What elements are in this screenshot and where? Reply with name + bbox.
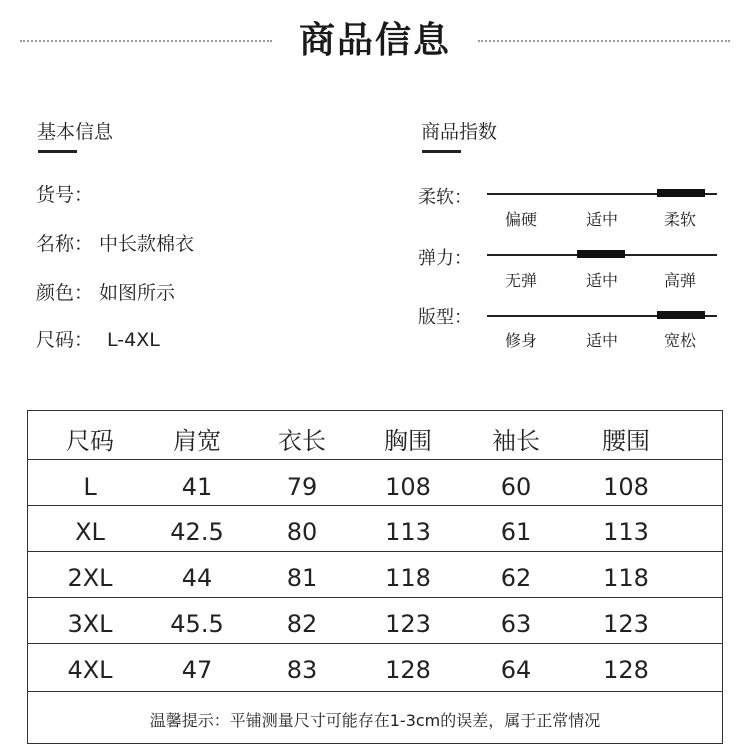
info-label: 尺码： <box>36 329 94 351</box>
table-cell: L <box>83 473 97 501</box>
info-label: 名称： <box>36 233 94 255</box>
table-row <box>28 505 722 552</box>
fit-label: 版型： <box>418 307 472 328</box>
softness-option: 偏硬 <box>504 210 537 229</box>
fit-option: 修身 <box>504 331 537 350</box>
info-row-color <box>36 278 175 305</box>
basic-info-underline <box>38 150 77 153</box>
table-cell: 118 <box>385 564 431 592</box>
elasticity-option: 无弹 <box>504 271 537 290</box>
product-index-underline <box>422 150 461 153</box>
info-value: 中长款棉衣 <box>99 233 195 255</box>
softness-option: 柔软 <box>663 210 696 229</box>
softness-indicator <box>657 189 705 197</box>
table-cell: 83 <box>286 656 318 684</box>
table-cell: 3XL <box>67 610 113 638</box>
elasticity-option: 高弹 <box>663 271 696 290</box>
basic-info-title: 基本信息 <box>37 121 114 143</box>
table-cell: 113 <box>385 518 431 546</box>
table-header-cell: 腰围 <box>602 427 650 455</box>
table-cell: 82 <box>286 610 318 638</box>
elasticity-option: 适中 <box>585 271 618 290</box>
table-cell: 4XL <box>67 656 113 684</box>
table-cell: 118 <box>603 564 649 592</box>
table-header-cell: 袖长 <box>492 427 540 455</box>
info-label: 货号： <box>36 184 94 206</box>
header-divider-right <box>478 40 730 42</box>
table-cell: 45.5 <box>170 610 224 638</box>
table-cell: 113 <box>603 518 649 546</box>
table-cell: 42.5 <box>170 518 224 546</box>
table-cell: 61 <box>500 518 532 546</box>
table-cell: 44 <box>181 564 213 592</box>
fit-indicator <box>657 311 705 319</box>
header-divider-left <box>20 40 272 42</box>
table-cell: 81 <box>286 564 318 592</box>
table-row <box>28 597 722 644</box>
table-cell: 79 <box>286 473 318 501</box>
measurement-tip: 温馨提示：平铺测量尺寸可能存在1-3cm的误差，属于正常情况 <box>149 711 601 730</box>
table-cell: 64 <box>500 656 532 684</box>
product-index-title: 商品指数 <box>421 121 498 143</box>
table-cell: 63 <box>500 610 532 638</box>
table-cell: 80 <box>286 518 318 546</box>
table-row <box>28 643 722 692</box>
table-header-row <box>28 411 722 460</box>
info-row-size <box>36 325 160 352</box>
info-label: 颜色： <box>36 282 94 304</box>
table-cell: 128 <box>385 656 431 684</box>
info-row-item-no <box>36 180 99 207</box>
softness-label: 柔软： <box>418 187 472 208</box>
table-cell: 123 <box>385 610 431 638</box>
fit-option: 宽松 <box>663 331 696 350</box>
table-row <box>28 459 722 506</box>
table-header-cell: 尺码 <box>66 427 114 455</box>
table-cell: 108 <box>385 473 431 501</box>
page-title: 商品信息 <box>298 20 451 61</box>
table-cell: 62 <box>500 564 532 592</box>
info-value: L-4XL <box>107 329 160 351</box>
info-row-name <box>36 229 194 256</box>
table-cell: 47 <box>181 656 213 684</box>
softness-option: 适中 <box>585 210 618 229</box>
fit-option: 适中 <box>585 331 618 350</box>
table-header-cell: 胸围 <box>384 427 432 455</box>
table-header-cell: 衣长 <box>278 427 326 455</box>
info-value: 如图所示 <box>99 282 176 304</box>
table-cell: 2XL <box>67 564 113 592</box>
table-cell: 60 <box>500 473 532 501</box>
table-cell: 41 <box>181 473 213 501</box>
elasticity-indicator <box>577 250 625 258</box>
table-cell: XL <box>75 518 105 546</box>
table-cell: 123 <box>603 610 649 638</box>
table-row <box>28 551 722 598</box>
table-cell: 108 <box>603 473 649 501</box>
table-header-cell: 肩宽 <box>173 427 221 455</box>
table-cell: 128 <box>603 656 649 684</box>
size-table <box>27 410 723 744</box>
elasticity-label: 弹力： <box>418 248 472 269</box>
